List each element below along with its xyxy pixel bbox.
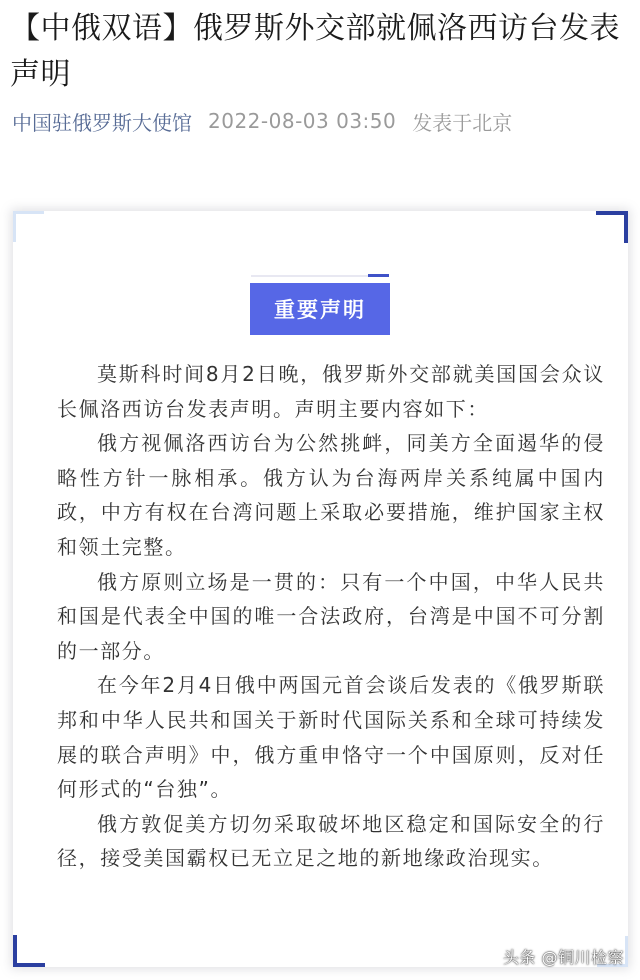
statement-paragraph-1: 莫斯科时间8月2日晚，俄罗斯外交部就美国国会众议长佩洛西访台发表声明。声明主要内容如下： <box>57 362 605 421</box>
publish-location: 发表于北京 <box>412 110 513 135</box>
corner-decoration-bottom-left <box>13 935 45 967</box>
account-link[interactable]: 中国驻俄罗斯大使馆 <box>12 110 192 135</box>
corner-decoration-top-left <box>13 211 44 242</box>
statement-card <box>13 211 628 967</box>
article-meta <box>12 104 512 138</box>
statement-paragraph-2: 俄方视佩洛西访台为公然挑衅，同美方全面遏华的侵略性方针一脉相承。俄方认为台海两岸关系纯属中国内政，中方有权在台湾问题上采取必要措施，维护国家主权和领土完整。 <box>57 431 605 559</box>
article-title: 【中俄双语】俄罗斯外交部就佩洛西访台发表声明 <box>10 11 620 92</box>
statement-body <box>57 357 605 876</box>
heading-decoration-accent <box>368 274 389 277</box>
statement-paragraph-5: 俄方敦促美方切勿采取破坏地区稳定和国际安全的行径，接受美国霸权已无立足之地的新地缘政治现实。 <box>57 811 605 871</box>
statement-paragraph-3: 俄方原则立场是一贯的：只有一个中国，中华人民共和国是代表全中国的唯一合法政府，台湾是中国不可分割的一部分。 <box>57 569 605 663</box>
corner-decoration-top-right <box>596 211 628 243</box>
statement-heading: 重要声明 <box>250 283 390 335</box>
statement-paragraph-4: 在今年2月4日俄中两国元首会谈后发表的《俄罗斯联邦和中华人民共和国关于新时代国际关系和全球可持续发展的联合声明》中，俄方重申恪守一个中国原则，反对任何形式的“台独”。 <box>57 673 605 802</box>
watermark: 头条 @铜川检察 <box>502 948 624 967</box>
publish-date: 2022-08-03 03:50 <box>208 109 397 133</box>
